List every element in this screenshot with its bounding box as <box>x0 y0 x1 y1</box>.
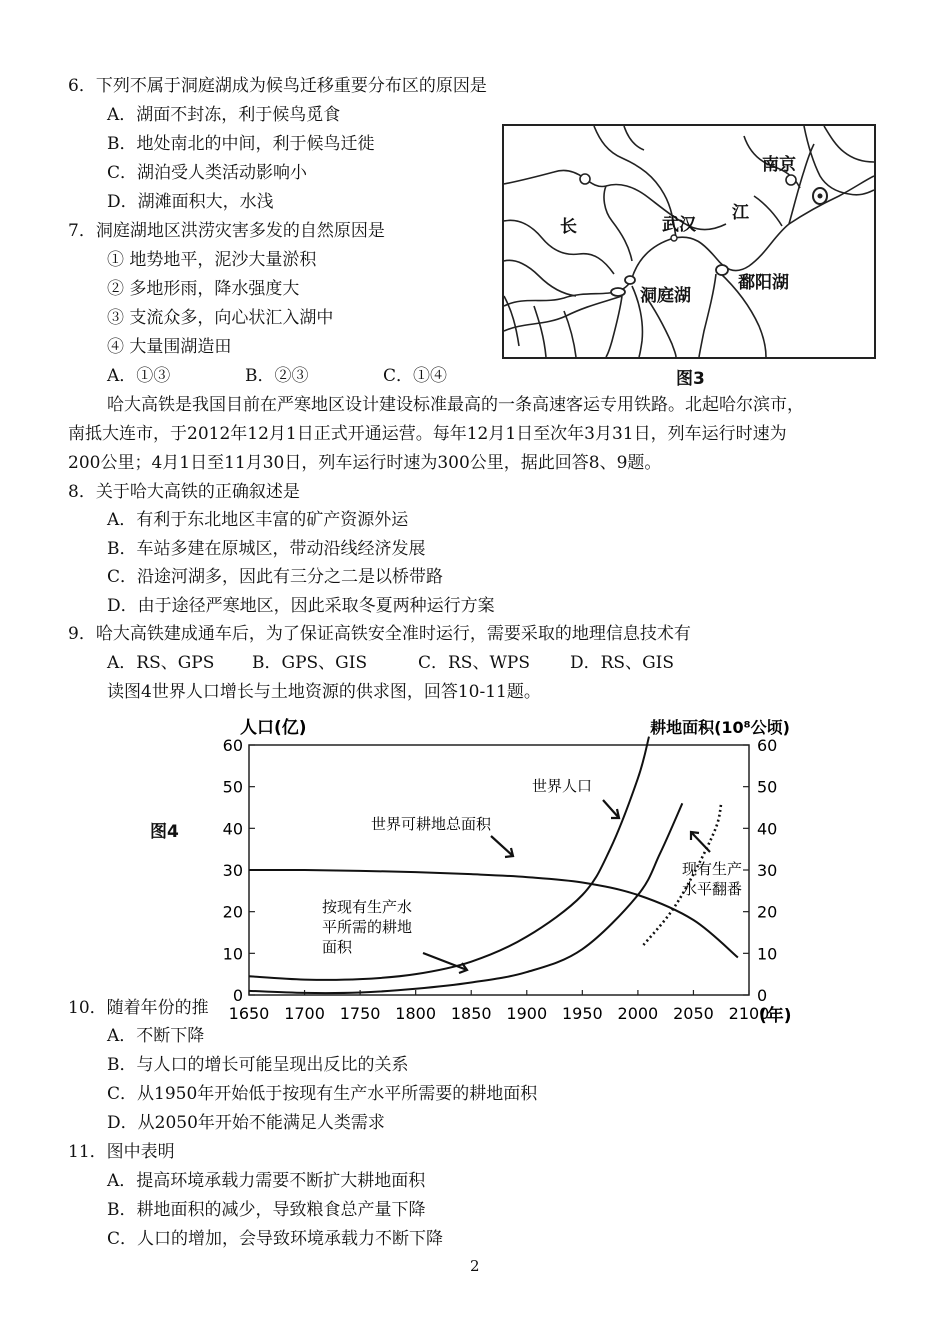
map-label-nanjing: 南京 <box>762 155 796 175</box>
y-tick-label-right: 30 <box>757 861 778 880</box>
q11-option-b: B．耕地面积的减少，导致粮食总产量下降 <box>107 1200 426 1220</box>
population-land-chart <box>215 708 795 1030</box>
q9-option-a: A．RS、GPS <box>107 653 215 673</box>
q6-option-b: B．地处南北的中间，利于候鸟迁徙 <box>107 134 375 154</box>
y-tick-label-left: 20 <box>222 902 243 922</box>
q8-option-c: C．沿途河湖多，因此有三分之二是以桥带路 <box>107 567 444 587</box>
q11-option-a: A．提高环境承载力需要不断扩大耕地面积 <box>107 1171 426 1191</box>
passage-line-3: 200公里；4月1日至11月30日，列车运行时速为300公里，据此回答8、9题。 <box>68 453 662 473</box>
q7-item-1: ① 地势地平，泥沙大量淤积 <box>107 250 317 270</box>
q6-option-c: C．湖泊受人类活动影响小 <box>107 163 308 183</box>
q11-option-c: C．人口的增加，会导致环境承载力不断下降 <box>107 1229 444 1249</box>
x-tick-label: 1850 <box>450 1004 492 1023</box>
annotation-double-line1: 现有生产 <box>682 860 743 878</box>
q6-option-a: A．湖面不封冻，利于候鸟觅食 <box>107 105 341 125</box>
page-number: 2 <box>470 1257 480 1275</box>
x-tick-label: 1950 <box>561 1004 603 1023</box>
y-tick-label-right: 10 <box>757 944 778 964</box>
q6-option-d: D．湖滩面积大，水浅 <box>107 192 274 212</box>
figure4-caption: 图4 <box>150 822 179 842</box>
q10-option-b: B．与人口的增长可能呈现出反比的关系 <box>107 1055 409 1075</box>
y-tick-label-left: 50 <box>222 777 243 797</box>
annotation-needed-line1: 按现有生产水 <box>322 898 413 916</box>
yangtze-map <box>502 124 876 359</box>
q9-option-c: C．RS、WPS <box>418 653 531 673</box>
annotation-needed-line3: 面积 <box>322 938 353 956</box>
y-tick-label-left: 60 <box>222 736 243 755</box>
passage-line-2: 南抵大连市，于2012年12月1日正式开通运营。每年12月1日至次年3月31日，列车运行时速为 <box>68 424 787 444</box>
y-tick-label-right: 40 <box>757 819 778 839</box>
figure3-caption: 图3 <box>676 369 705 389</box>
q10-stem: 10．随着年份的推 <box>68 998 209 1018</box>
x-tick-label: 2050 <box>673 1004 714 1023</box>
y-tick-label-left: 30 <box>222 861 243 880</box>
map-label-poyang: 鄱阳湖 <box>738 273 789 293</box>
y-tick-label-right: 60 <box>757 736 778 755</box>
q11-stem: 11．图中表明 <box>68 1142 175 1162</box>
x-tick-label: 1900 <box>506 1004 548 1023</box>
q9-option-b: B．GPS、GIS <box>252 653 368 673</box>
y-tick-label-left: 10 <box>222 944 243 964</box>
passage-line-1: 哈大高铁是我国目前在严寒地区设计建设标准最高的一条高速客运专用铁路。北起哈尔滨市， <box>107 395 804 415</box>
map-label-dongting: 洞庭湖 <box>640 286 691 306</box>
map-label-jiang: 江 <box>732 203 749 223</box>
annotation-needed-line2: 平所需的耕地 <box>322 918 413 936</box>
left-axis-title: 人口(亿) <box>240 718 307 738</box>
q10-intro: 读图4世界人口增长与土地资源的供求图，回答10-11题。 <box>107 682 541 702</box>
q8-option-b: B．车站多建在原城区，带动沿线经济发展 <box>107 539 426 559</box>
x-tick-label: 1800 <box>395 1004 437 1023</box>
annotation-double-line2: 水平翻番 <box>682 880 743 898</box>
q6-stem: 6．下列不属于洞庭湖成为候鸟迁移重要分布区的原因是 <box>68 76 487 96</box>
q10-option-a: A．不断下降 <box>107 1026 205 1046</box>
y-tick-label-right: 50 <box>757 777 778 797</box>
q7-option-c: C．①④ <box>383 366 448 386</box>
x-tick-label: 1700 <box>284 1004 325 1023</box>
map-label-chang: 长 <box>560 217 577 237</box>
q7-stem: 7．洞庭湖地区洪涝灾害多发的自然原因是 <box>68 221 385 241</box>
q8-option-a: A．有利于东北地区丰富的矿产资源外运 <box>107 510 409 530</box>
x-tick-label: 1650 <box>228 1004 270 1023</box>
q7-item-4: ④ 大量围湖造田 <box>107 337 232 357</box>
y-tick-label-left: 0 <box>232 986 243 1005</box>
x-tick-label: 1750 <box>339 1004 381 1023</box>
y-tick-label-right: 20 <box>757 902 778 922</box>
q10-option-d: D．从2050年开始不能满足人类需求 <box>107 1113 385 1133</box>
x-axis-unit: (年) <box>759 1006 792 1026</box>
q7-item-2: ② 多地形雨，降水强度大 <box>107 279 300 299</box>
right-axis-title: 耕地面积(10⁸公顷) <box>650 718 790 737</box>
q7-item-3: ③ 支流众多，向心状汇入湖中 <box>107 308 334 328</box>
river-lines <box>504 126 874 357</box>
q7-option-a: A．①③ <box>107 366 171 386</box>
q10-option-c: C．从1950年开始低于按现有生产水平所需要的耕地面积 <box>107 1084 538 1104</box>
q7-option-b: B．②③ <box>245 366 309 386</box>
q9-stem: 9．哈大高铁建成通车后，为了保证高铁安全准时运行，需要采取的地理信息技术有 <box>68 624 691 644</box>
x-tick-label: 2000 <box>617 1004 659 1023</box>
map-label-wuhan: 武汉 <box>662 215 696 235</box>
annotation-world-population: 世界人口 <box>532 777 593 795</box>
q9-option-d: D．RS、GIS <box>570 653 675 673</box>
q8-stem: 8．关于哈大高铁的正确叙述是 <box>68 482 300 502</box>
q8-option-d: D．由于途径严寒地区，因此采取冬夏两种运行方案 <box>107 596 495 616</box>
y-tick-label-left: 40 <box>222 819 243 839</box>
y-tick-label-right: 0 <box>757 986 768 1005</box>
annotation-arable-total: 世界可耕地总面积 <box>371 815 492 833</box>
x-tick-label: 2100 <box>728 1004 770 1023</box>
